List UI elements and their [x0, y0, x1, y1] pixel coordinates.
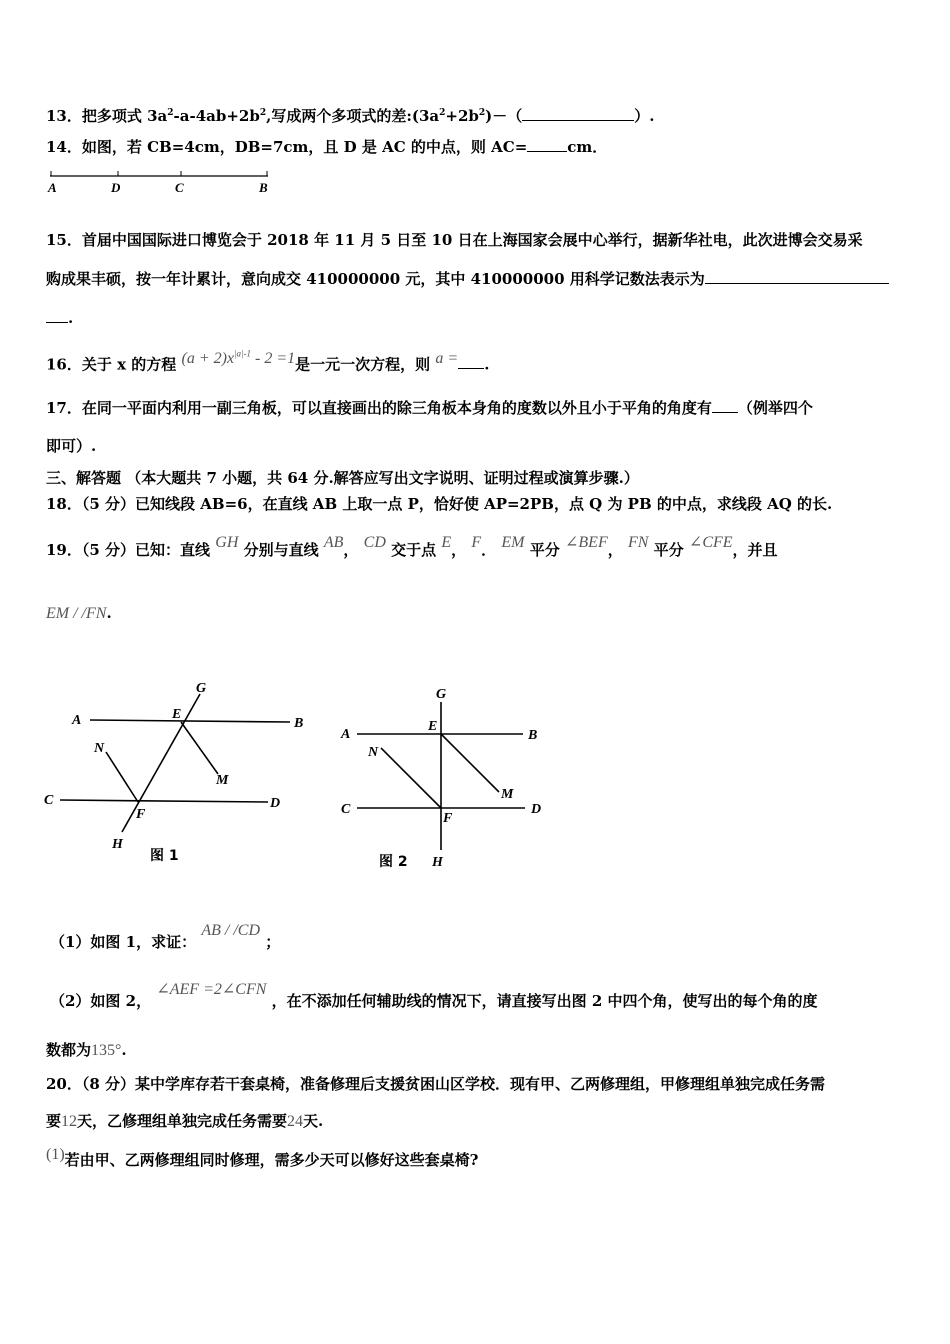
line-ab — [90, 720, 290, 722]
figure-2 — [335, 676, 565, 872]
svg-text:N: N — [368, 745, 379, 760]
section-heading: 三、解答题 （本大题共 7 小题，共 64 分.解答应写出文字说明、证明过程或演算步骤.） — [46, 469, 639, 487]
svg-text:D: D — [531, 802, 542, 817]
line-cd — [60, 800, 268, 802]
ray-fn — [381, 748, 441, 808]
svg-text:D: D — [270, 796, 281, 811]
figure-1 — [40, 676, 320, 866]
ray-em — [441, 734, 499, 792]
equation: $(a + 2)x^{|a|-1} - 2 =1$ — [181, 349, 296, 368]
question-18: 18．（5 分）已知线段 AB=6，在直线 AB 上取一点 P，恰好使 AP=2PB，点 Q 为 PB 的中点，求线段 AQ 的长. — [46, 495, 833, 513]
svg-text:A: A — [72, 713, 82, 728]
answer-blank — [522, 106, 634, 121]
svg-text:F: F — [443, 811, 453, 826]
question-20: 20．（8 分）某中学库存若干套桌椅，准备修理后支援贫困山区学校．现有甲、乙两修理组，甲修理组单独完成任务需 — [46, 1075, 826, 1093]
svg-text:E: E — [428, 719, 438, 734]
svg-text:E: E — [172, 707, 182, 722]
point-label: A — [48, 180, 57, 195]
svg-text:B: B — [528, 728, 538, 743]
figure-caption: 图 1 — [150, 848, 179, 864]
svg-text:M: M — [216, 773, 229, 788]
ray-em — [181, 722, 218, 774]
question-19: 19．（5 分）已知：直线 GH 分别与直线 AB， CD 交于点 E， F． EM 平分 ∠BEF， FN 平分 ∠CFE，并且 — [46, 534, 778, 559]
svg-text:C: C — [44, 793, 54, 808]
svg-text:A: A — [341, 727, 351, 742]
answer-blank — [527, 137, 567, 152]
ray-fn — [106, 752, 138, 802]
question-20-part-1: (1)若由甲、乙两修理组同时修理，需多少天可以修好这些套桌椅? — [46, 1146, 479, 1169]
answer-blank — [712, 398, 738, 413]
svg-text:M: M — [501, 787, 514, 802]
svg-text:G: G — [196, 681, 207, 696]
svg-text:H: H — [432, 855, 443, 870]
answer-blank — [705, 269, 889, 284]
segment-figure — [44, 168, 276, 198]
svg-text:G: G — [436, 687, 447, 702]
question-19-part-1: （1）如图 1，求证： AB / /CD ； — [50, 922, 281, 951]
question-14: 14．如图，若 CB=4cm，DB=7cm，且 D 是 AC 的中点，则 AC= cm． — [46, 138, 608, 156]
svg-text:H: H — [112, 837, 123, 852]
point-label: D — [111, 180, 121, 195]
question-15: 15．首届中国国际进口博览会于 2018 年 11 月 5 日至 10 日在上海国家会展中心举行，据新华社电，此次进博会交易采 — [46, 231, 863, 249]
point-label: B — [259, 180, 268, 195]
question-19-part-2: （2）如图 2， ∠AEF =2∠CFN ，在不添加任何辅助线的情况下，请直接写出图 2 中四个角，使写出的每个角的度 — [50, 981, 818, 1010]
answer-blank — [46, 308, 68, 323]
line-gh — [122, 694, 200, 832]
figure-caption: 图 2 — [379, 854, 408, 870]
svg-text:F: F — [136, 807, 146, 822]
answer-blank — [458, 354, 484, 369]
svg-text:N: N — [94, 741, 105, 756]
question-16: 16．关于 x 的方程 $(a + 2)x^{|a|-1} - 2 =1$是一元一次方程，则 a = . — [46, 349, 490, 374]
point-label: C — [175, 180, 184, 195]
svg-text:C: C — [341, 802, 351, 817]
question-13: 13．把多项式 $3a^2-a-4ab+2b^2$,写成两个多项式的差$:(3a^2+2b^2)-$（ ）. — [46, 107, 655, 125]
svg-text:B: B — [294, 716, 304, 731]
question-17: 17．在同一平面内利用一副三角板，可以直接画出的除三角板本身角的度数以外且小于平角的角度有 （例举四个 — [46, 399, 813, 417]
